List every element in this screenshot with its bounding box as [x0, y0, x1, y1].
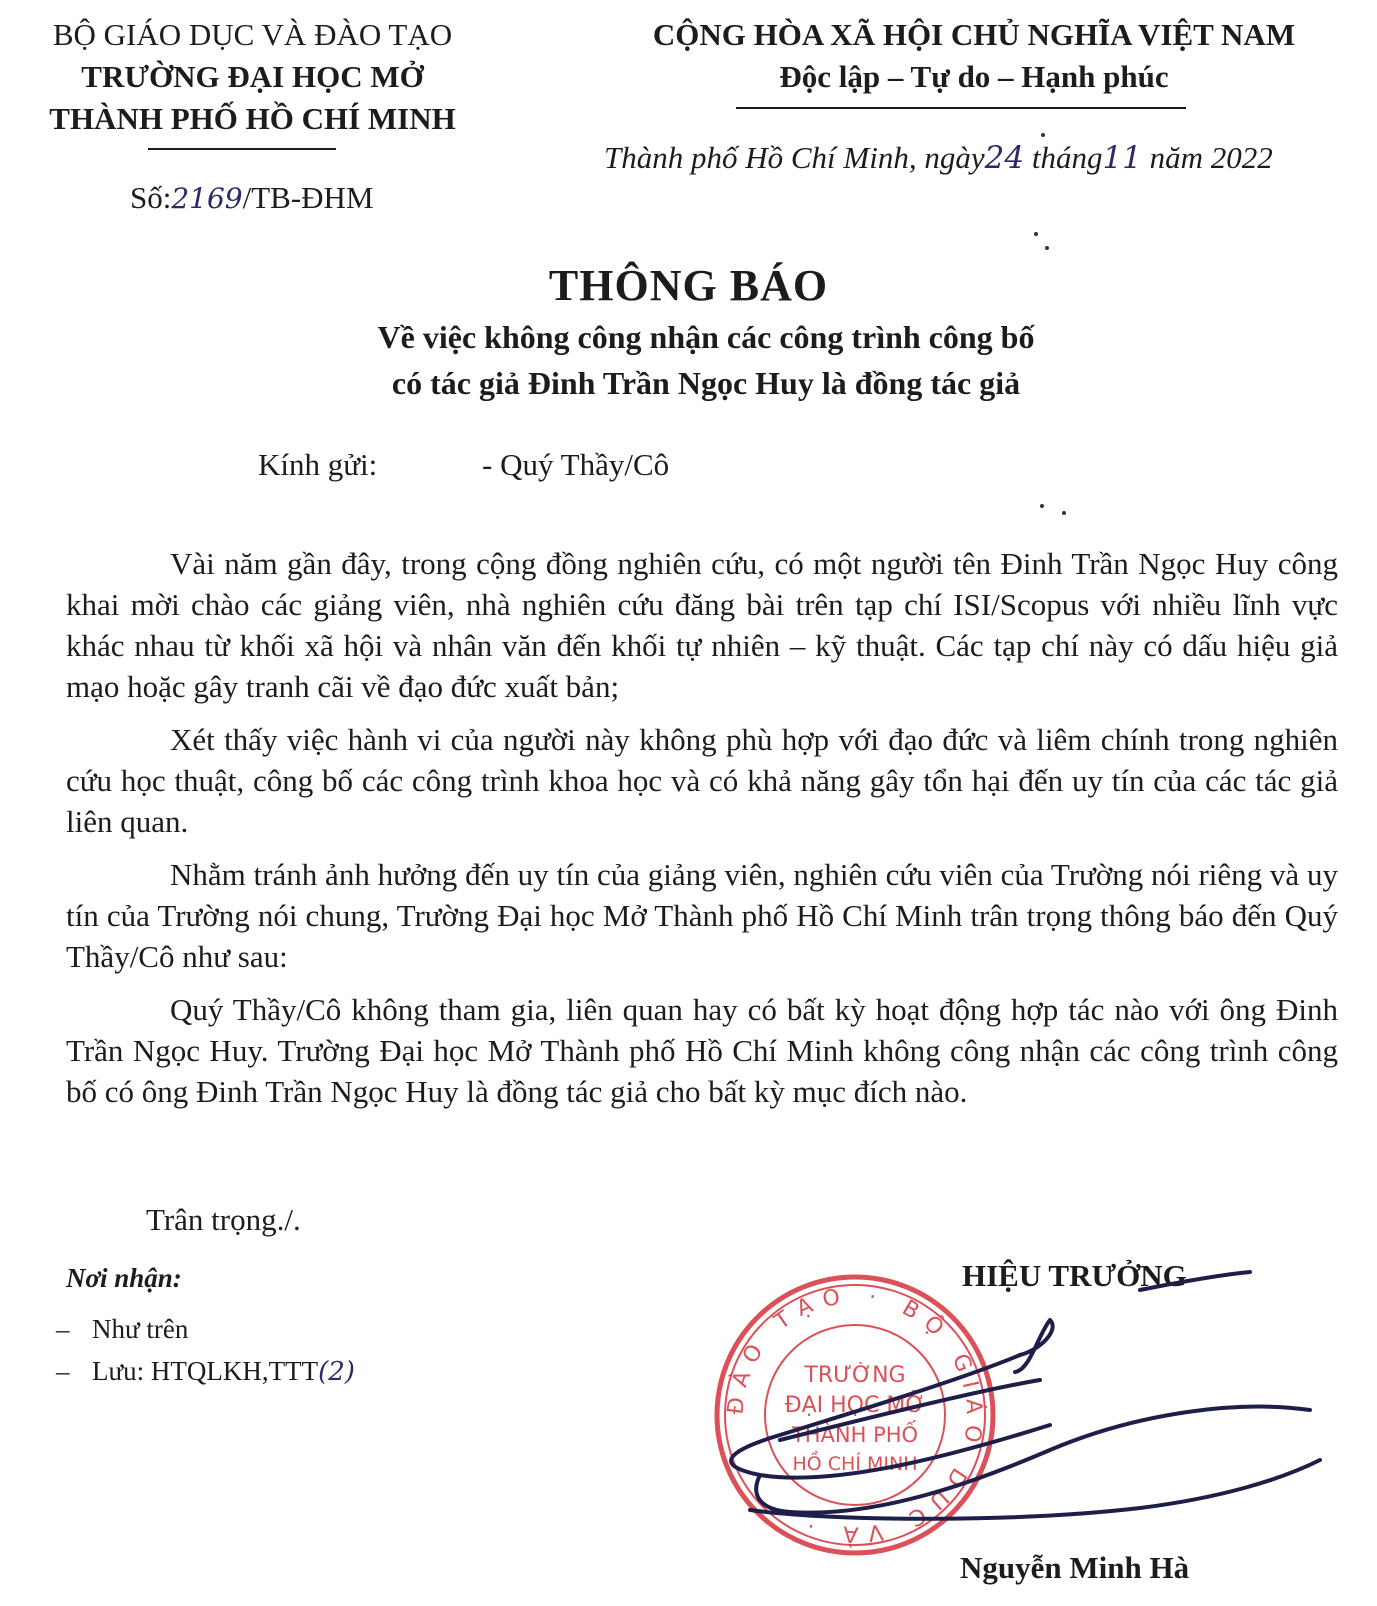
recipient-dash: – — [56, 1356, 70, 1386]
date-day-handwritten: 24 — [984, 140, 1025, 176]
seal-line4: HỒ CHÍ MINH — [792, 1453, 918, 1475]
salutation-recipient: - Quý Thầy/Cô — [482, 447, 670, 482]
speck — [1041, 133, 1045, 137]
document-body — [66, 543, 1338, 1124]
document-title: THÔNG BÁO — [548, 261, 829, 310]
seal-line1: TRƯỜNG — [804, 1363, 906, 1388]
doc-number-prefix: Số: — [130, 180, 172, 215]
ministry-name: BỘ GIÁO DỤC VÀ ĐÀO TẠO — [52, 17, 453, 52]
recipient-text: Như trên — [92, 1314, 189, 1344]
body-paragraph: Vài năm gần đây, trong cộng đồng nghiên cứu, có một người tên Đinh Trần Ngọc Huy công khai mời chào các giảng viên, nhà nghiên cứu đăng bài trên tạp chí ISI/Scopus với nhiều lĩnh vực khác nhau từ khối xã hội và nhân văn đến khối tự nhiên – kỹ thuật. Các tạp chí này có dấu hiệu giả mạo hoặc gây tranh cãi về đạo đức xuất bản; — [66, 546, 1338, 704]
date-place: Thành phố Hồ Chí Minh, ngày — [604, 140, 985, 175]
signer-role: HIỆU TRƯỞNG — [962, 1258, 1187, 1293]
school-name-line1: TRƯỜNG ĐẠI HỌC MỞ — [81, 59, 424, 94]
recipient-dash: – — [56, 1314, 70, 1344]
header-right — [585, 14, 1363, 98]
recipients-label: Nơi nhận: — [66, 1263, 182, 1293]
recipient-item — [56, 1314, 188, 1345]
body-paragraph: Quý Thầy/Cô không tham gia, liên quan hay có bất kỳ hoạt động hợp tác nào với ông Đinh Trần Ngọc Huy. Trường Đại học Mở Thành phố Hồ Chí Minh không công nhận các công trình công bố có ông Đinh Trần Ngọc Huy là đồng tác giả cho bất kỳ mục đích nào. — [66, 992, 1338, 1109]
recipient-item — [56, 1356, 355, 1387]
seal-ring-text: ĐÀO TẠO · BỘ GIÁO DỤC VÀ · — [723, 1283, 987, 1547]
speck — [1040, 504, 1044, 508]
document-subtitle — [0, 314, 1377, 406]
date-year: năm 2022 — [1149, 140, 1273, 175]
speck — [1062, 511, 1066, 515]
handwritten-signature — [720, 1260, 1360, 1560]
body-paragraph: Xét thấy việc hành vi của người này không phù hợp với đạo đức và liêm chính trong nghiên cứu học thuật, công bố các công trình khoa học và có khả năng gây tổn hại đến uy tín của các tác giả liên quan. — [66, 722, 1338, 839]
speck — [1034, 232, 1038, 236]
doc-number-handwritten: 2169 — [171, 182, 243, 215]
date-line — [604, 140, 1273, 176]
seal-line2: ĐẠI HỌC MỞ — [784, 1393, 926, 1418]
header-left-rule — [148, 148, 336, 150]
date-month-handwritten: 11 — [1102, 140, 1142, 176]
salutation-label: Kính gửi: — [258, 447, 378, 482]
archive-count-handwritten: (2) — [318, 1357, 355, 1387]
subtitle-line1: Về việc không công nhận các công trình công bố — [377, 319, 1035, 355]
header-right-rule — [736, 107, 1186, 109]
speck — [1045, 246, 1049, 250]
closing-remark: Trân trọng./. — [146, 1202, 301, 1237]
seal-line3: THÀNH PHỐ — [791, 1423, 919, 1447]
recipient-text: Lưu: HTQLKH,TTT — [92, 1356, 319, 1386]
school-name-line2: THÀNH PHỐ HỒ CHÍ MINH — [49, 101, 456, 136]
national-motto: Độc lập – Tự do – Hạnh phúc — [779, 59, 1169, 94]
signer-name: Nguyễn Minh Hà — [960, 1550, 1190, 1585]
document-number — [130, 180, 374, 216]
body-paragraph: Nhằm tránh ảnh hưởng đến uy tín của giảng viên, nghiên cứu viên của Trường nói riêng và uy tín của Trường nói chung, Trường Đại học Mở Thành phố Hồ Chí Minh trân trọng thông báo đến Quý Thầy/Cô như sau: — [66, 857, 1338, 974]
subtitle-line2: có tác giả Đinh Trần Ngọc Huy là đồng tác giả — [391, 365, 1021, 401]
doc-number-suffix: /TB-ĐHM — [242, 180, 374, 215]
header-left — [0, 14, 505, 140]
nation-name: CỘNG HÒA XÃ HỘI CHỦ NGHĨA VIỆT NAM — [652, 17, 1296, 52]
date-month-label: tháng — [1031, 140, 1103, 175]
